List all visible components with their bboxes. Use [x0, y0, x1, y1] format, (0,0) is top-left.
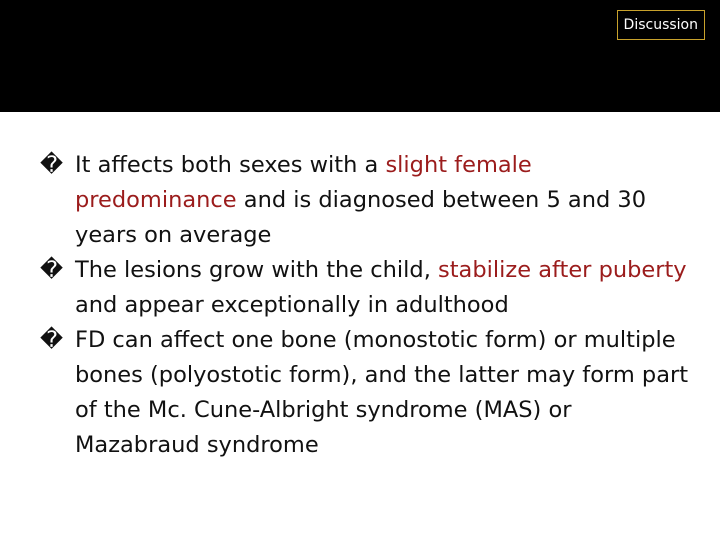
bullet-text: and is diagnosed between 5 and 30 years on average [75, 187, 647, 248]
highlight-text: slight female predominance [75, 152, 532, 213]
bullet-item-growth [40, 253, 700, 323]
highlight-text: stabilize after puberty [438, 257, 687, 283]
bullet-text: It affects both sexes with a [75, 152, 386, 178]
bullet-list [40, 148, 700, 463]
bullet-text: and appear exceptionally in adulthood [75, 292, 509, 318]
bullet-marker-icon: � [40, 257, 64, 283]
bullet-text: The lesions grow with the child, [75, 257, 439, 283]
bullet-marker-icon: � [40, 327, 64, 353]
bullet-item-forms [40, 323, 700, 463]
bullet-text: FD can affect one bone (monostotic form) or multiple bones (polyostotic form), and the latter may form part of the Mc. Cune-Albright syndrome (MAS) or Mazabraud syndrome [75, 327, 689, 458]
header-band [0, 0, 720, 112]
bullet-marker-icon: � [40, 152, 64, 178]
section-tag: Discussion [617, 10, 705, 40]
bullet-item-sex-age [40, 148, 700, 253]
